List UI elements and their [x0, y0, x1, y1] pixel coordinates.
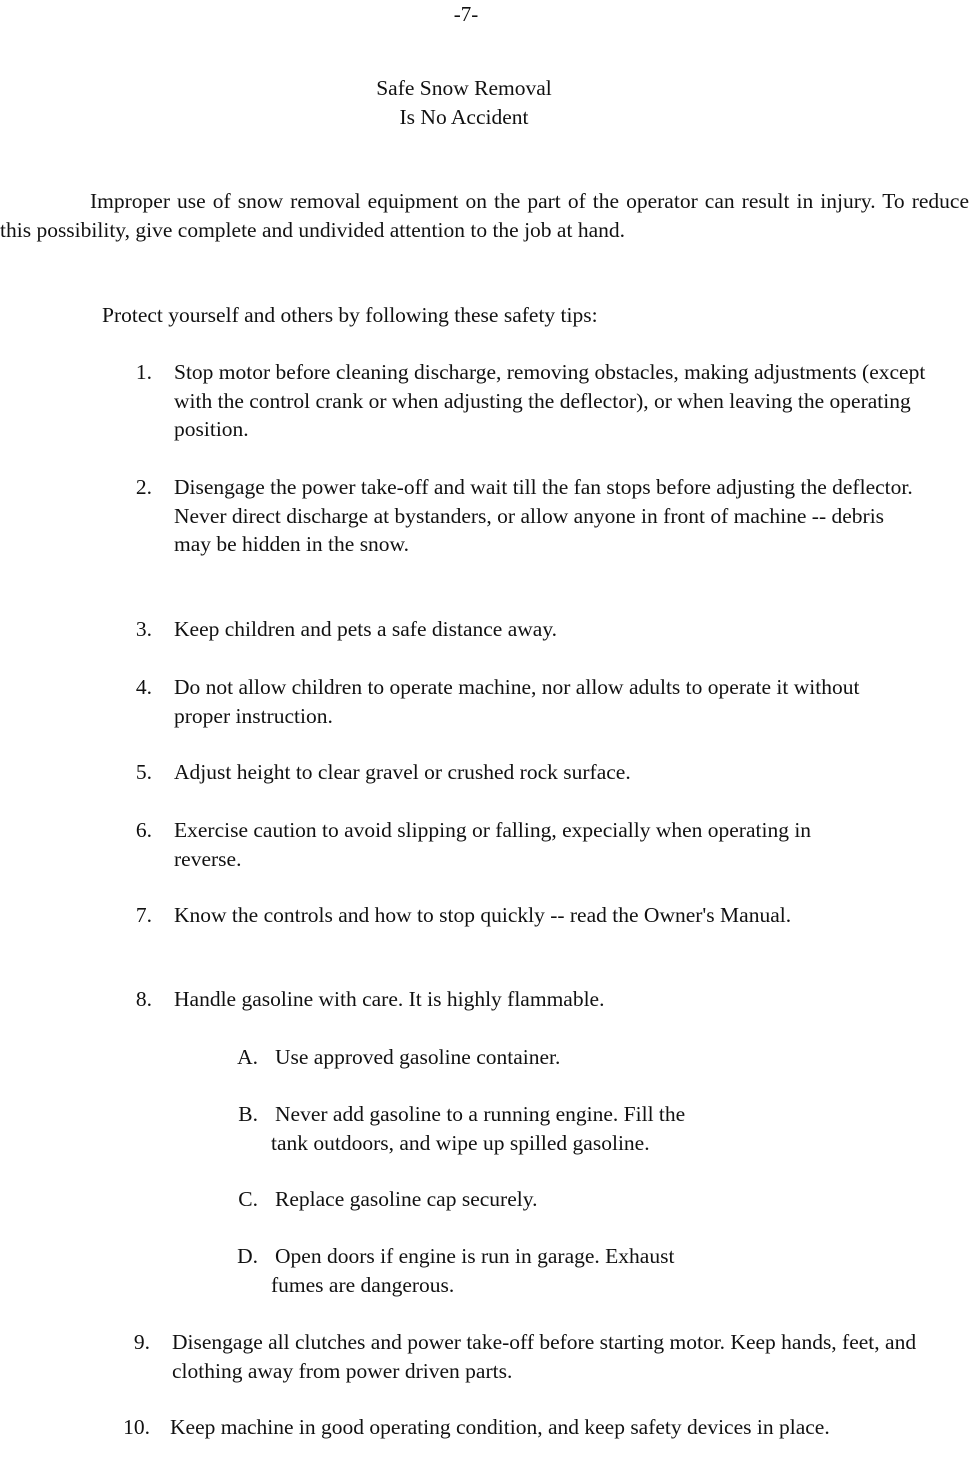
- subtip-letter: C.: [238, 1187, 258, 1211]
- tip-text: Keep machine in good operating condition, and keep safety devices in place.: [170, 1415, 830, 1439]
- subtip-line-1: Use approved gasoline container.: [275, 1045, 561, 1069]
- tip-number: 3.: [135, 617, 152, 641]
- page-title: [0, 74, 928, 132]
- subtip-line-1: Replace gasoline cap securely.: [275, 1187, 538, 1211]
- subtip-letter: A.: [237, 1045, 258, 1069]
- subtip-line-1: Never add gasoline to a running engine. Fill the: [275, 1102, 686, 1126]
- tip-number: 7.: [135, 903, 152, 927]
- title-line-1: Safe Snow Removal: [376, 76, 552, 100]
- title-line-2: Is No Accident: [399, 105, 529, 129]
- tip-number: 9.: [133, 1330, 150, 1354]
- tip-text: Do not allow children to operate machine, nor allow adults to operate it without proper instruction.: [174, 675, 860, 728]
- tip-number: 6.: [135, 818, 152, 842]
- tip-number: 1.: [135, 360, 152, 384]
- subtip-line-1: Open doors if engine is run in garage. Exhaust: [275, 1244, 675, 1268]
- subtip-letter: D.: [237, 1244, 258, 1268]
- tip-text: Disengage all clutches and power take-off before starting motor. Keep hands, feet, and clothing away from power driven parts.: [172, 1330, 917, 1383]
- subtip-line-2: fumes are dangerous.: [271, 1272, 455, 1297]
- tip-text: Keep children and pets a safe distance away.: [174, 617, 558, 641]
- tip-number: 2.: [135, 475, 152, 499]
- tip-text: Handle gasoline with care. It is highly flammable.: [174, 987, 605, 1011]
- subtip-text: [275, 1185, 835, 1214]
- subtip-text: [271, 1100, 835, 1157]
- tip-text: Adjust height to clear gravel or crushed rock surface.: [174, 760, 631, 784]
- subtip-letter: B.: [238, 1102, 258, 1126]
- tip-number: 8.: [135, 987, 152, 1011]
- subtip-line-2: tank outdoors, and wipe up spilled gasoline.: [271, 1130, 650, 1155]
- tip-text: Know the controls and how to stop quickly -- read the Owner's Manual.: [174, 903, 792, 927]
- tip-text: Exercise caution to avoid slipping or falling, expecially when operating in reverse.: [174, 818, 812, 871]
- tip-text: Stop motor before cleaning discharge, removing obstacles, making adjustments (except with the control crank or when adjusting the deflector), or when leaving the operating position.: [174, 360, 926, 441]
- tip-number: 5.: [135, 760, 152, 784]
- tip-text: Disengage the power take-off and wait till the fan stops before adjusting the deflector. Never direct discharge at bystanders, or allow anyone in front of machine -- debris may be hidden in the snow.: [174, 475, 913, 556]
- page-number: -7-: [453, 2, 479, 26]
- subtip-text: [271, 1242, 835, 1299]
- lead-paragraph: Protect yourself and others by following these safety tips:: [102, 303, 598, 327]
- subtip-text: [275, 1043, 835, 1072]
- tip-number: 10.: [123, 1415, 150, 1439]
- intro-paragraph: Improper use of snow removal equipment on the part of the operator can result in injury. To reduce this possibility, give complete and undivided attention to the job at hand.: [0, 189, 969, 242]
- tip-number: 4.: [135, 675, 152, 699]
